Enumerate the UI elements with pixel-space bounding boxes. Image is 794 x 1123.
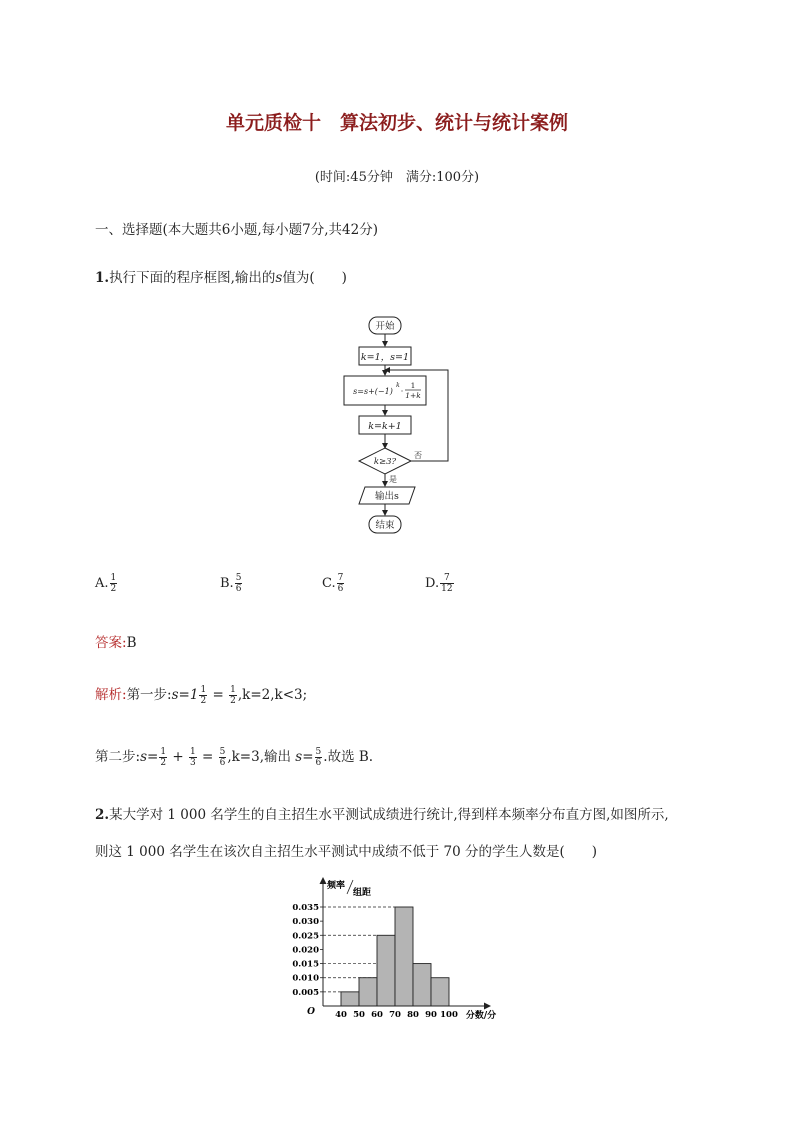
option-a[interactable]: A. $\frac{1}{2}$	[95, 573, 117, 594]
solution-step-1: 解析:第一步:s=1 $\frac{1}{2}$ = $\frac{1}{2}$ ,k=2,k<3;	[95, 685, 308, 706]
x-tick-label: 70	[389, 1010, 401, 1020]
section-heading: 一、选择题(本大题共6小题,每小题7分,共42分)	[95, 222, 378, 238]
flow-decision-label: k≥3?	[373, 457, 397, 467]
question-text: 执行下面的程序框图,输出的	[109, 270, 276, 286]
flow-formula-den: 1+k	[405, 391, 421, 400]
flow-formula-prefix: s=s+(−1)	[353, 387, 393, 396]
question-number: 1.	[95, 270, 110, 286]
y-axis-label-bottom: 组距	[353, 888, 372, 898]
x-tick-label: 100	[440, 1010, 458, 1020]
solution-label: 解析:	[95, 687, 127, 703]
flow-no-label: 否	[414, 451, 422, 460]
answer-label: 答案:	[95, 635, 127, 651]
flow-end-label: 结束	[375, 520, 395, 531]
histogram-bar	[395, 907, 413, 1006]
x-tick-label: 60	[371, 1010, 383, 1020]
page-title: 单元质检十 算法初步、统计与统计案例	[225, 112, 568, 134]
question-2-line-2: 则这 1 000 名学生在该次自主招生水平测试中成绩不低于 70 分的学生人数是( )	[95, 844, 598, 860]
y-tick-label: 0.015	[292, 959, 319, 970]
flow-start-label: 开始	[375, 321, 395, 332]
frequency-histogram	[285, 870, 525, 1030]
y-tick-label: 0.005	[292, 987, 319, 998]
question-variable: s	[275, 270, 283, 286]
time-score-subtitle: (时间:45分钟 满分:100分)	[314, 170, 480, 185]
histogram-bar	[359, 978, 377, 1006]
histogram-bar	[431, 978, 449, 1006]
flow-increment-label: k=k+1	[368, 421, 402, 432]
flow-output-label: 输出s	[375, 491, 399, 502]
x-tick-label: 90	[425, 1010, 437, 1020]
histogram-bar	[377, 935, 395, 1006]
y-tick-label: 0.025	[292, 931, 319, 942]
question-number: 2.	[95, 807, 110, 823]
flow-formula-dot: ·	[400, 387, 404, 396]
solution-step-2: 第二步:s= $\frac{1}{2}$ + $\frac{1}{3}$ = $\frac{5}{6}$ ,k=3,输出 s= $\frac{5}{6}$ .故选 B.	[95, 747, 374, 768]
x-tick-label: 80	[407, 1010, 419, 1020]
x-axis-label: 分数/分	[465, 1011, 497, 1021]
question-text-end: 值为( )	[282, 270, 347, 286]
y-tick-label: 0.020	[292, 945, 319, 956]
origin-label: O	[307, 1007, 315, 1017]
option-d[interactable]: D. $\frac{7}{12}$	[425, 573, 453, 594]
flow-formula-num: 1	[410, 381, 416, 390]
histogram-bar	[413, 964, 431, 1006]
flow-yes-label: 是	[389, 475, 397, 484]
question-2-line-1: 2.某大学对 1 000 名学生的自主招生水平测试成绩进行统计,得到样本频率分布直方图,如图所示,	[95, 807, 669, 823]
flow-formula-exp: k	[396, 382, 400, 389]
y-tick-label: 0.030	[292, 917, 319, 928]
question-1	[95, 266, 347, 286]
y-tick-label: 0.035	[292, 903, 319, 913]
flow-init-label: k=1，s=1	[360, 352, 410, 363]
histogram-bar	[341, 992, 359, 1006]
answer-value: B	[126, 635, 137, 651]
x-tick-label: 40	[335, 1010, 347, 1020]
x-tick-label: 50	[353, 1010, 365, 1020]
y-axis-label-top: 频率	[327, 881, 346, 891]
option-b[interactable]: B. $\frac{5}{6}$	[220, 573, 242, 594]
flowchart	[330, 310, 465, 542]
option-c[interactable]: C. $\frac{7}{6}$	[322, 573, 344, 594]
answer-line	[95, 631, 136, 651]
y-tick-label: 0.010	[292, 973, 319, 984]
